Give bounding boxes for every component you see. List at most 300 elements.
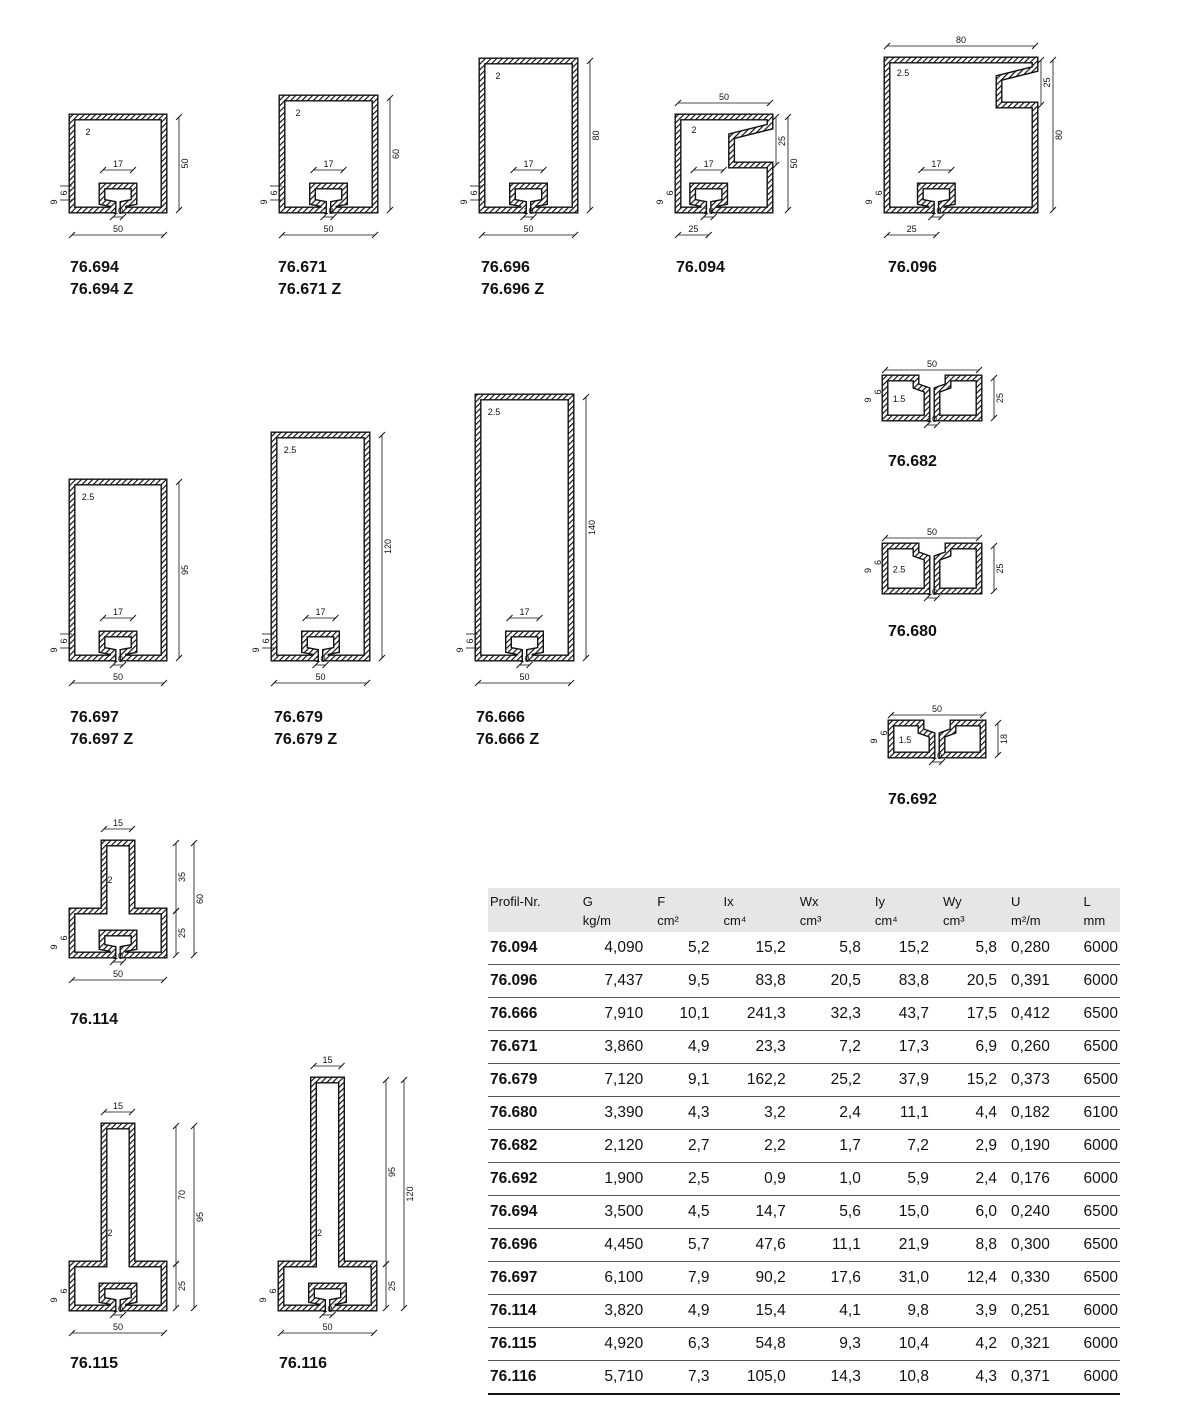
table-cell: 83,8 <box>869 965 937 998</box>
table-cell: 0,190 <box>1005 1130 1077 1163</box>
table-row <box>488 1097 1120 1130</box>
profile-label-76-696 <box>481 257 544 301</box>
dimension-label: 9 <box>49 647 59 653</box>
table-cell: 1,7 <box>794 1130 869 1163</box>
dimension-label: 95 <box>195 1211 205 1223</box>
dimension-label: 2.5 <box>283 445 297 455</box>
table-cell: 76.679 <box>488 1064 577 1097</box>
table-cell: 4,1 <box>794 1295 869 1328</box>
table-cell: 15,2 <box>937 1064 1005 1097</box>
table-row <box>488 1064 1120 1097</box>
dimension-label: 50 <box>180 158 190 169</box>
table-cell: 17,5 <box>937 998 1005 1031</box>
dimension-label: 95 <box>180 564 190 576</box>
table-cell: 20,5 <box>937 965 1005 998</box>
table-cell: 6000 <box>1078 965 1120 998</box>
dimension-label: 10 <box>323 206 334 216</box>
table-cell: 0,330 <box>1005 1262 1077 1295</box>
dimension-label: 50 <box>112 1322 124 1332</box>
profile-number: 76.694 <box>70 259 119 276</box>
table-cell: 162,2 <box>718 1064 794 1097</box>
table-cell: 17,3 <box>869 1031 937 1064</box>
profile-drawing <box>459 58 601 238</box>
header-wx: Wx cm³ <box>799 894 822 928</box>
dimension-label: 70 <box>177 1189 187 1201</box>
dimension-label: 17 <box>931 159 942 169</box>
dimension-label: 10 <box>315 654 326 664</box>
table-cell: 5,710 <box>577 1361 651 1395</box>
dimension-label: 6 <box>879 730 889 736</box>
dimension-label: 6 <box>59 935 69 941</box>
dimension-label: 2 <box>295 108 301 118</box>
header-u: U m²/m <box>1011 894 1041 928</box>
profile-drawing <box>863 527 1005 601</box>
table-cell: 25,2 <box>794 1064 869 1097</box>
dimension-label: 10 <box>931 206 942 216</box>
header-l: L mm <box>1083 894 1106 928</box>
dimension-label: 10 <box>112 654 124 664</box>
table-cell: 0,321 <box>1005 1328 1077 1361</box>
table-row <box>488 1361 1120 1395</box>
table-cell: 0,240 <box>1005 1196 1077 1229</box>
table-cell: 11,1 <box>869 1097 937 1130</box>
profile-label-76-680 <box>888 621 937 643</box>
table-cell: 10,4 <box>869 1328 937 1361</box>
dimension-label: 6 <box>59 638 69 644</box>
dimension-label: 6 <box>59 1288 69 1294</box>
table-cell: 83,8 <box>718 965 794 998</box>
table-cell: 20,5 <box>794 965 869 998</box>
dimension-label: 1.5 <box>898 735 912 745</box>
table-cell: 6,0 <box>937 1196 1005 1229</box>
dimension-label: 17 <box>315 607 326 617</box>
dimension-label: 10 <box>322 1304 333 1314</box>
table-cell: 76.694 <box>488 1196 577 1229</box>
table-row <box>488 1328 1120 1361</box>
dimension-label: 6 <box>873 389 883 395</box>
table-cell: 5,8 <box>794 932 869 965</box>
dimension-label: 50 <box>315 672 326 682</box>
dimension-label: 2 <box>316 1228 323 1238</box>
profile-drawing <box>49 479 190 686</box>
dimension-label: 10 <box>703 206 714 216</box>
table-cell: 10,1 <box>651 998 717 1031</box>
dimension-label: 9 <box>455 647 465 653</box>
table-cell: 1,900 <box>577 1163 651 1196</box>
dimension-label: 50 <box>926 359 938 369</box>
table-cell: 4,3 <box>651 1097 717 1130</box>
table-cell: 15,4 <box>718 1295 794 1328</box>
table-cell: 2,4 <box>794 1097 869 1130</box>
dimension-label: 9 <box>864 199 874 205</box>
dimension-label: 2 <box>691 125 697 135</box>
table-cell: 76.697 <box>488 1262 577 1295</box>
profile-drawing <box>49 1101 205 1336</box>
table-cell: 76.096 <box>488 965 577 998</box>
table-cell: 5,9 <box>869 1163 937 1196</box>
table-row <box>488 1031 1120 1064</box>
dimension-label: 25 <box>995 563 1005 574</box>
profile-drawing <box>259 95 401 238</box>
header-iy: Iy cm⁴ <box>874 894 898 928</box>
table-cell: 4,9 <box>651 1031 717 1064</box>
profile-number: 76.692 <box>888 791 937 808</box>
dimension-label: 10 <box>112 951 124 961</box>
header-g: G kg/m <box>582 894 611 928</box>
table-cell: 2,5 <box>651 1163 717 1196</box>
header-wy: Wy cm³ <box>942 894 965 928</box>
table-cell: 5,7 <box>651 1229 717 1262</box>
table-cell: 9,1 <box>651 1064 717 1097</box>
table-cell: 14,7 <box>718 1196 794 1229</box>
table-cell: 2,4 <box>937 1163 1005 1196</box>
table-cell: 0,373 <box>1005 1064 1077 1097</box>
table-cell: 43,7 <box>869 998 937 1031</box>
table-cell: 0,176 <box>1005 1163 1077 1196</box>
table-cell: 2,2 <box>718 1130 794 1163</box>
dimension-label: 6 <box>665 190 675 196</box>
dimension-label: 18 <box>999 733 1009 745</box>
table-cell: 4,920 <box>577 1328 651 1361</box>
dimension-label: 50 <box>931 704 943 714</box>
table-cell: 0,182 <box>1005 1097 1077 1130</box>
profile-label-76-697 <box>70 707 133 751</box>
table-cell: 6500 <box>1078 1031 1120 1064</box>
dimension-label: 25 <box>177 1280 187 1292</box>
dimension-label: 9 <box>863 567 873 574</box>
profile-drawing <box>864 35 1064 238</box>
table-cell: 6000 <box>1078 1130 1120 1163</box>
table-cell: 15,2 <box>869 932 937 965</box>
table-cell: 2,7 <box>651 1130 717 1163</box>
table-cell: 6100 <box>1078 1097 1120 1130</box>
table-cell: 0,9 <box>718 1163 794 1196</box>
table-cell: 105,0 <box>718 1361 794 1395</box>
table-cell: 6000 <box>1078 1295 1120 1328</box>
dimension-label: 25 <box>688 224 699 234</box>
dimension-label: 80 <box>1054 129 1064 141</box>
profile-drawing <box>455 394 597 686</box>
profile-label-76-116 <box>279 1353 327 1375</box>
table-cell: 76.682 <box>488 1130 577 1163</box>
table-cell: 0,391 <box>1005 965 1077 998</box>
table-cell: 241,3 <box>718 998 794 1031</box>
table-cell: 3,860 <box>577 1031 651 1064</box>
profile-drawing <box>258 1055 415 1336</box>
profile-label-76-679 <box>274 707 337 751</box>
profile-drawing <box>49 114 190 238</box>
header-f: F cm² <box>657 894 679 928</box>
table-cell: 1,0 <box>794 1163 869 1196</box>
profile-label-76-094 <box>676 257 725 279</box>
table-cell: 8,8 <box>937 1229 1005 1262</box>
table-cell: 6,9 <box>937 1031 1005 1064</box>
table-cell: 76.680 <box>488 1097 577 1130</box>
table-cell: 6,100 <box>577 1262 651 1295</box>
profile-number: 76.116 <box>279 1355 328 1372</box>
table-row <box>488 1196 1120 1229</box>
table-cell: 10,8 <box>869 1361 937 1395</box>
table-row <box>488 1295 1120 1328</box>
profile-number: 76.666 <box>476 709 525 726</box>
dimension-label: 140 <box>587 519 597 536</box>
table-cell: 23,3 <box>718 1031 794 1064</box>
table-cell: 6000 <box>1078 1163 1120 1196</box>
profile-number-z: 76.671 Z <box>278 281 342 298</box>
dimension-label: 17 <box>703 159 714 169</box>
dimension-label: 9 <box>259 199 269 205</box>
dimension-label: 25 <box>777 135 787 147</box>
profile-drawing <box>49 818 205 983</box>
dimension-label: 25 <box>1042 77 1052 88</box>
table-cell: 4,2 <box>937 1328 1005 1361</box>
table-cell: 5,6 <box>794 1196 869 1229</box>
dimension-label: 10 <box>519 654 530 664</box>
table-row <box>488 1163 1120 1196</box>
dimension-label: 6 <box>261 638 271 644</box>
dimension-label: 15 <box>112 818 124 828</box>
profile-number: 76.096 <box>888 259 937 276</box>
dimension-label: 6 <box>268 1288 278 1294</box>
profile-number: 76.115 <box>70 1355 119 1372</box>
dimension-label: 50 <box>112 224 124 234</box>
table-cell: 0,300 <box>1005 1229 1077 1262</box>
table-cell: 7,2 <box>869 1130 937 1163</box>
table-row <box>488 1262 1120 1295</box>
table-cell: 54,8 <box>718 1328 794 1361</box>
dimension-label: 2 <box>495 71 501 81</box>
table-cell: 0,260 <box>1005 1031 1077 1064</box>
specification-table <box>488 888 1120 1395</box>
dimension-label: 50 <box>789 158 799 169</box>
profile-number: 76.696 <box>481 259 530 276</box>
table-cell: 31,0 <box>869 1262 937 1295</box>
dimension-label: 50 <box>112 672 124 682</box>
dimension-label: 15 <box>112 1101 124 1111</box>
dimension-label: 50 <box>718 92 730 102</box>
table-cell: 4,090 <box>577 932 651 965</box>
dimension-label: 6 <box>269 190 279 196</box>
profile-number: 76.114 <box>70 1011 119 1028</box>
table-cell: 6,3 <box>651 1328 717 1361</box>
table-cell: 0,251 <box>1005 1295 1077 1328</box>
table-row <box>488 965 1120 998</box>
table-cell: 7,9 <box>651 1262 717 1295</box>
table-cell: 9,3 <box>794 1328 869 1361</box>
dimension-label: 10 <box>926 414 938 424</box>
table-cell: 32,3 <box>794 998 869 1031</box>
profile-drawing <box>869 704 1009 765</box>
profile-number: 76.680 <box>888 623 937 640</box>
dimension-label: 17 <box>323 159 334 169</box>
table-cell: 5,2 <box>651 932 717 965</box>
table-cell: 6000 <box>1078 1361 1120 1395</box>
profile-label-76-692 <box>888 789 937 811</box>
profile-label-76-096 <box>888 257 937 279</box>
dimension-label: 50 <box>112 969 124 979</box>
table-cell: 5,8 <box>937 932 1005 965</box>
table-cell: 11,1 <box>794 1229 869 1262</box>
table-body <box>488 932 1120 1394</box>
dimension-label: 2 <box>107 1228 113 1238</box>
table-cell: 3,820 <box>577 1295 651 1328</box>
dimension-label: 6 <box>59 190 69 196</box>
dimension-label: 9 <box>655 199 665 205</box>
dimension-label: 9 <box>258 1297 268 1303</box>
profile-number: 76.671 <box>278 259 327 276</box>
table-cell: 6000 <box>1078 1328 1120 1361</box>
table-cell: 0,412 <box>1005 998 1077 1031</box>
profile-drawing <box>863 359 1005 428</box>
dimension-label: 6 <box>469 190 479 196</box>
dimension-label: 6 <box>465 638 475 644</box>
dimension-label: 10 <box>112 206 124 216</box>
table-cell: 15,2 <box>718 932 794 965</box>
profile-number: 76.682 <box>888 453 937 470</box>
table-cell: 4,450 <box>577 1229 651 1262</box>
table-row <box>488 1229 1120 1262</box>
table-cell: 6000 <box>1078 932 1120 965</box>
dimension-label: 9 <box>251 647 261 653</box>
table-cell: 2,120 <box>577 1130 651 1163</box>
dimension-label: 80 <box>955 35 967 45</box>
dimension-label: 50 <box>322 1322 333 1332</box>
table-cell: 21,9 <box>869 1229 937 1262</box>
dimension-label: 50 <box>926 527 938 537</box>
profile-label-76-671 <box>278 257 341 301</box>
table-cell: 3,390 <box>577 1097 651 1130</box>
table-cell: 76.692 <box>488 1163 577 1196</box>
table-cell: 4,3 <box>937 1361 1005 1395</box>
table-cell: 7,3 <box>651 1361 717 1395</box>
dimension-label: 9 <box>869 738 879 744</box>
table-cell: 0,371 <box>1005 1361 1077 1395</box>
dimension-label: 9 <box>459 199 469 205</box>
table-cell: 2,9 <box>937 1130 1005 1163</box>
table-cell: 17,6 <box>794 1262 869 1295</box>
profile-number: 76.679 <box>274 709 323 726</box>
dimension-label: 120 <box>405 1186 415 1202</box>
table-cell: 6500 <box>1078 1064 1120 1097</box>
dimension-label: 9 <box>863 397 873 403</box>
dimension-label: 95 <box>387 1166 397 1178</box>
table-cell: 9,8 <box>869 1295 937 1328</box>
dimension-label: 2.5 <box>892 564 906 575</box>
table-cell: 3,2 <box>718 1097 794 1130</box>
table-cell: 7,910 <box>577 998 651 1031</box>
dimension-label: 9 <box>49 944 59 950</box>
profile-number: 76.094 <box>676 259 725 276</box>
table-cell: 0,280 <box>1005 932 1077 965</box>
dimension-label: 2.5 <box>81 492 95 502</box>
table-cell: 4,9 <box>651 1295 717 1328</box>
profile-number-z: 76.696 Z <box>481 281 545 298</box>
table-row <box>488 1130 1120 1163</box>
profile-number-z: 76.694 Z <box>70 281 134 298</box>
dimension-label: 17 <box>112 159 124 169</box>
dimension-label: 35 <box>177 871 187 883</box>
profile-label-76-666 <box>476 707 539 751</box>
dimension-label: 50 <box>323 224 334 234</box>
dimension-label: 9 <box>49 1297 59 1303</box>
profile-label-76-694 <box>70 257 133 301</box>
profile-number-z: 76.697 Z <box>70 731 134 748</box>
header-ix: Ix cm⁴ <box>723 894 747 928</box>
profile-label-76-114 <box>70 1009 118 1031</box>
table-cell: 3,500 <box>577 1196 651 1229</box>
dimension-label: 60 <box>195 893 205 905</box>
dimension-label: 25 <box>995 392 1005 404</box>
profile-number-z: 76.666 Z <box>476 731 540 748</box>
dimension-label: 25 <box>387 1280 397 1292</box>
dimension-label: 120 <box>383 538 393 555</box>
table-cell: 76.114 <box>488 1295 577 1328</box>
table-cell: 12,4 <box>937 1262 1005 1295</box>
dimension-label: 1.5 <box>892 394 906 404</box>
profile-label-76-682 <box>888 451 937 473</box>
dimension-label: 2 <box>85 127 91 137</box>
dimension-label: 9 <box>49 199 59 205</box>
header-profil-nr: Profil-Nr. <box>490 894 541 909</box>
dimension-label: 10 <box>523 206 534 216</box>
table-cell: 7,437 <box>577 965 651 998</box>
profile-number: 76.697 <box>70 709 119 726</box>
dimension-label: 25 <box>906 224 917 234</box>
table-cell: 6500 <box>1078 998 1120 1031</box>
table-header-row <box>488 888 1120 932</box>
dimension-label: 10 <box>926 587 938 597</box>
table-cell: 37,9 <box>869 1064 937 1097</box>
table-cell: 76.666 <box>488 998 577 1031</box>
dimension-label: 60 <box>391 148 401 160</box>
dimension-label: 15 <box>322 1055 333 1065</box>
dimension-label: 17 <box>523 159 534 169</box>
dimension-label: 25 <box>177 927 187 939</box>
table-cell: 76.094 <box>488 932 577 965</box>
dimension-label: 80 <box>591 130 601 141</box>
table-cell: 7,2 <box>794 1031 869 1064</box>
dimension-label: 2 <box>107 875 113 885</box>
dimension-label: 50 <box>519 672 530 682</box>
dimension-label: 50 <box>523 224 534 234</box>
table-cell: 76.696 <box>488 1229 577 1262</box>
table-cell: 76.671 <box>488 1031 577 1064</box>
dimension-label: 10 <box>931 751 943 761</box>
table-cell: 76.116 <box>488 1361 577 1395</box>
table-cell: 4,5 <box>651 1196 717 1229</box>
table-row <box>488 932 1120 965</box>
table-cell: 6500 <box>1078 1229 1120 1262</box>
dimension-label: 6 <box>873 559 883 566</box>
table-cell: 4,4 <box>937 1097 1005 1130</box>
dimension-label: 17 <box>112 607 124 617</box>
profile-number-z: 76.679 Z <box>274 731 338 748</box>
dimension-label: 17 <box>519 607 530 617</box>
profile-label-76-115 <box>70 1353 118 1375</box>
profile-drawing <box>655 92 799 238</box>
table-cell: 7,120 <box>577 1064 651 1097</box>
table-cell: 15,0 <box>869 1196 937 1229</box>
table-cell: 3,9 <box>937 1295 1005 1328</box>
dimension-label: 2.5 <box>487 407 501 417</box>
table-cell: 9,5 <box>651 965 717 998</box>
table-cell: 6500 <box>1078 1196 1120 1229</box>
dimension-label: 10 <box>112 1304 124 1314</box>
table-cell: 47,6 <box>718 1229 794 1262</box>
table-row <box>488 998 1120 1031</box>
dimension-label: 2.5 <box>896 68 910 78</box>
profile-drawing <box>251 432 393 686</box>
